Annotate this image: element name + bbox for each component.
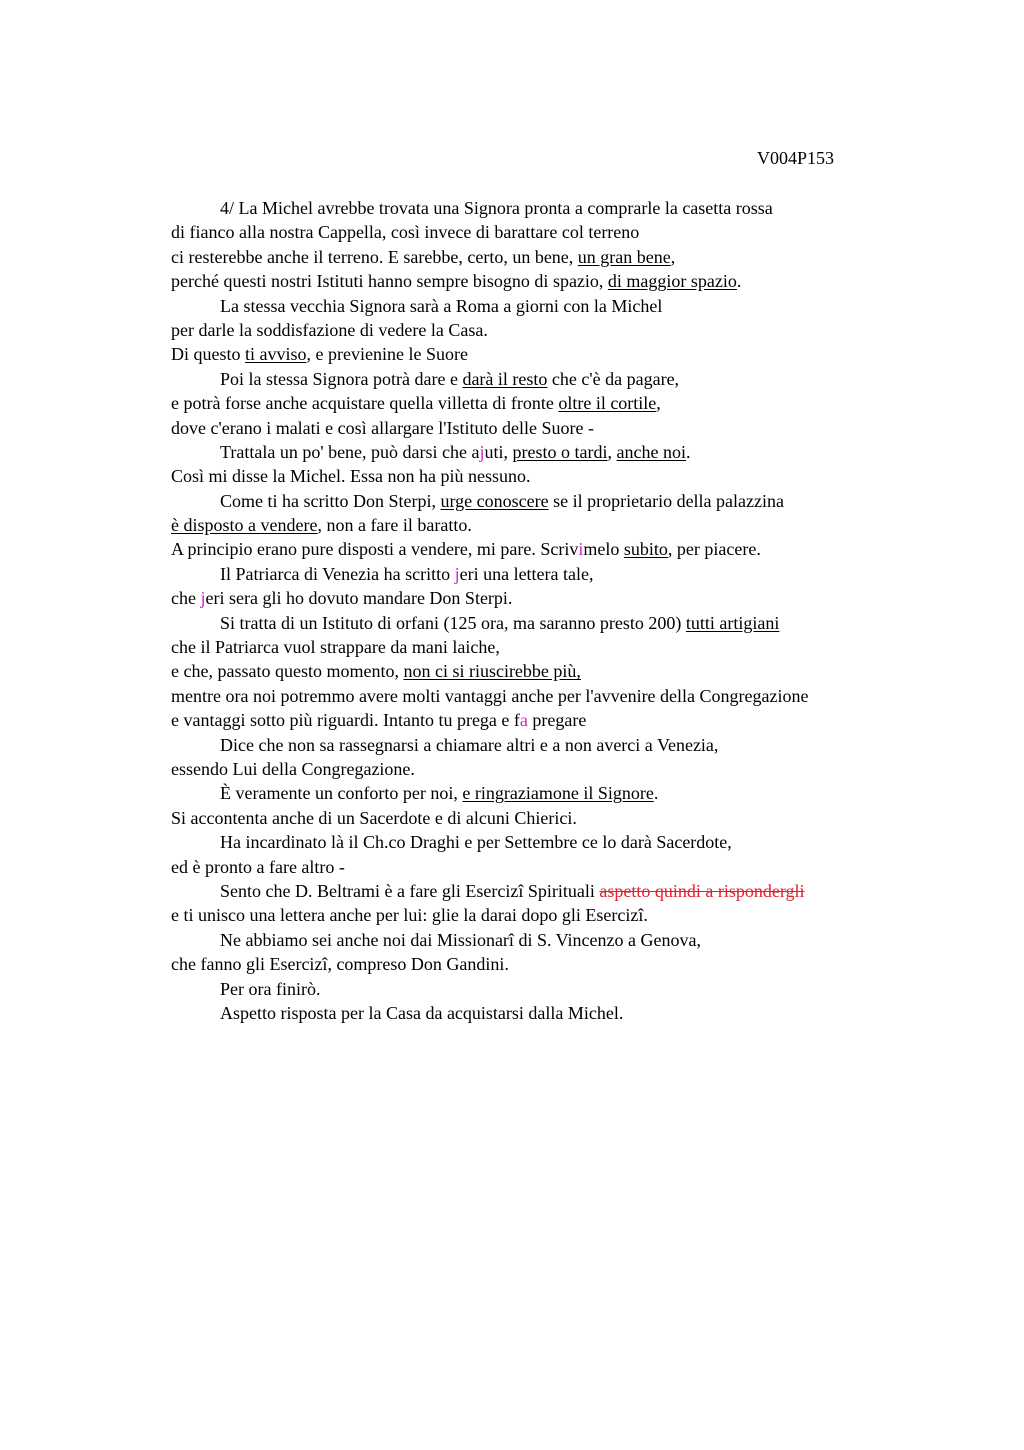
underlined-text: ti avviso [245, 344, 307, 365]
text-line [171, 513, 931, 537]
text-line [171, 220, 931, 244]
text-segment: A principio erano pure disposti a vendere, mi pare. Scriv [171, 539, 579, 560]
underlined-text: e ringraziamone il Signore [462, 783, 654, 804]
text-line [171, 928, 931, 952]
text-segment: , non a fare il baratto. [317, 515, 472, 536]
text-segment: , [607, 441, 617, 462]
underlined-text: è disposto a vendere [171, 515, 318, 536]
text-segment: Sento che D. Beltrami è a fare gli Esercizi [220, 880, 524, 901]
text-line [171, 464, 931, 488]
text-segment: Si tratta di un Istituto di orfani (125 ora, ma saranno presto 200) [220, 612, 686, 633]
document-id: V004P153 [757, 148, 835, 168]
text-segment: , compreso Don Gandini. [327, 954, 509, 975]
text-line [171, 367, 931, 391]
text-line [171, 659, 931, 683]
text-segment: e vantaggi sotto più riguardi. Intanto tu prega e f [171, 710, 520, 731]
inserted-letter: j [454, 563, 460, 584]
text-line [171, 416, 931, 440]
text-segment: di S. Vincenzo a Genova, [513, 929, 701, 950]
letter-body [171, 196, 931, 1025]
text-segment: Di questo [171, 344, 245, 365]
text-segment: Il Patriarca di Venezia ha scritto [220, 563, 455, 584]
text-segment: e potrà forse anche acquistare quella villetta di fronte [171, 393, 559, 414]
text-segment: Così mi disse la Michel. Essa non ha più nessuno. [171, 466, 531, 487]
underlined-text: tutti artigiani [685, 612, 780, 633]
text-line [171, 342, 931, 366]
text-segment: Ne abbiamo sei anche noi dai Missionari [220, 929, 514, 950]
text-line [171, 635, 931, 659]
text-line [171, 611, 931, 635]
text-segment: . [736, 271, 742, 292]
inserted-letter: j [200, 588, 206, 609]
text-segment: perché questi nostri Istituti hanno sempre bisogno di spazio, [171, 271, 608, 292]
text-line [171, 318, 931, 342]
underlined-text: non ci si riuscirebbe più, [403, 661, 581, 682]
text-segment: La stessa vecchia Signora sarà a Roma a giorni con la Michel [220, 295, 663, 316]
text-segment: che [171, 588, 201, 609]
text-line [171, 586, 931, 610]
text-segment: eri sera gli ho dovuto mandare Don Sterpi. [205, 588, 513, 609]
text-segment: È veramente un conforto per noi, [220, 783, 463, 804]
text-line [171, 733, 931, 757]
text-segment: . [643, 905, 648, 926]
inserted-letter: j [479, 441, 485, 462]
text-segment: melo [583, 539, 624, 560]
text-segment: che c'è da pagare, [547, 368, 680, 389]
text-segment: . [686, 441, 691, 462]
text-line [171, 708, 931, 732]
text-segment: , [656, 393, 661, 414]
text-line [171, 537, 931, 561]
text-line [171, 830, 931, 854]
text-segment: che il Patriarca vuol strappare da mani laiche, [171, 637, 500, 658]
text-line [171, 196, 931, 220]
underlined-text: urge conoscere [440, 490, 549, 511]
text-segment: Si accontenta anche di un Sacerdote e di alcuni Chierici. [171, 807, 577, 828]
text-line [171, 294, 931, 318]
text-segment: ed è pronto a fare altro - [171, 856, 345, 877]
text-segment: 4/ La Michel avrebbe trovata una Signora pronta a comprarle la casetta rossa [220, 198, 773, 218]
text-line [171, 977, 931, 1001]
text-line [171, 903, 931, 927]
text-line [171, 806, 931, 830]
text-segment: Come ti ha scritto Don Sterpi, [220, 490, 441, 511]
text-segment: , e previenine le Suore [306, 344, 468, 365]
text-segment: e che, passato questo momento, [171, 661, 404, 682]
underlined-text: darà il resto [462, 368, 548, 389]
text-segment: Poi la stessa Signora potrà dare e [220, 368, 463, 389]
text-segment: , per piacere. [667, 539, 761, 560]
text-segment: Aspetto risposta per la Casa da acquistarsi dalla Michel. [220, 1002, 624, 1023]
text-line [171, 879, 931, 903]
text-segment: Dice che non sa rassegnarsi a chiamare altri e a non averci a Venezia, [220, 734, 719, 755]
text-segment: uti, [484, 441, 513, 462]
text-line [171, 245, 931, 269]
underlined-text: un gran bene [577, 246, 671, 267]
underlined-text: anche noi [616, 441, 686, 462]
text-segment: essendo Lui della Congregazione. [171, 758, 415, 779]
text-segment: , [670, 246, 676, 267]
inserted-letter: a [519, 710, 528, 731]
text-segment: e ti unisco una lettera anche per lui: glie la darai dopo gli Esercizi [171, 905, 644, 926]
underlined-text: oltre il cortile [558, 393, 657, 414]
text-segment: se il proprietario della palazzina [548, 490, 784, 511]
text-segment: mentre ora noi potremmo avere molti vantaggi anche per l'avvenire della Congregazione [171, 685, 809, 706]
text-segment: pregare [527, 710, 587, 731]
text-segment: di fianco alla nostra Cappella, così invece di barattare col terreno [171, 222, 640, 243]
text-line [171, 757, 931, 781]
text-segment: dove c'erano i malati e così allargare l'Istituto delle Suore - [171, 417, 594, 438]
text-line [171, 391, 931, 415]
inserted-letter: i [578, 539, 584, 560]
underlined-text: subito [623, 539, 668, 560]
text-segment: Trattala un po' bene, può darsi che a [220, 441, 480, 462]
text-segment: che fanno gli Esercizi [171, 954, 328, 975]
text-segment: Ha incardinato là il Ch.co Draghi e per Settembre ce lo darà Sacerdote, [220, 832, 732, 853]
text-segment: . [653, 783, 659, 804]
text-segment: ci resterebbe anche il terreno. E sarebbe, certo, un bene, [171, 246, 578, 267]
struck-text: aspetto quindi a rispondergli [599, 880, 805, 901]
underlined-text: di maggior spazio [607, 271, 737, 292]
text-segment: Per ora finirò. [220, 978, 321, 999]
text-line [171, 684, 931, 708]
underlined-text: presto o tardi [512, 441, 608, 462]
text-line [171, 781, 931, 805]
text-line [171, 440, 931, 464]
text-line [171, 562, 931, 586]
text-line [171, 952, 931, 976]
text-line [171, 1001, 931, 1025]
text-segment: Spirituali [523, 880, 600, 901]
text-segment: per darle la soddisfazione di vedere la Casa. [171, 319, 488, 340]
text-line [171, 489, 931, 513]
text-line [171, 855, 931, 879]
text-line [171, 269, 931, 293]
text-segment: eri una lettera tale, [459, 563, 594, 584]
